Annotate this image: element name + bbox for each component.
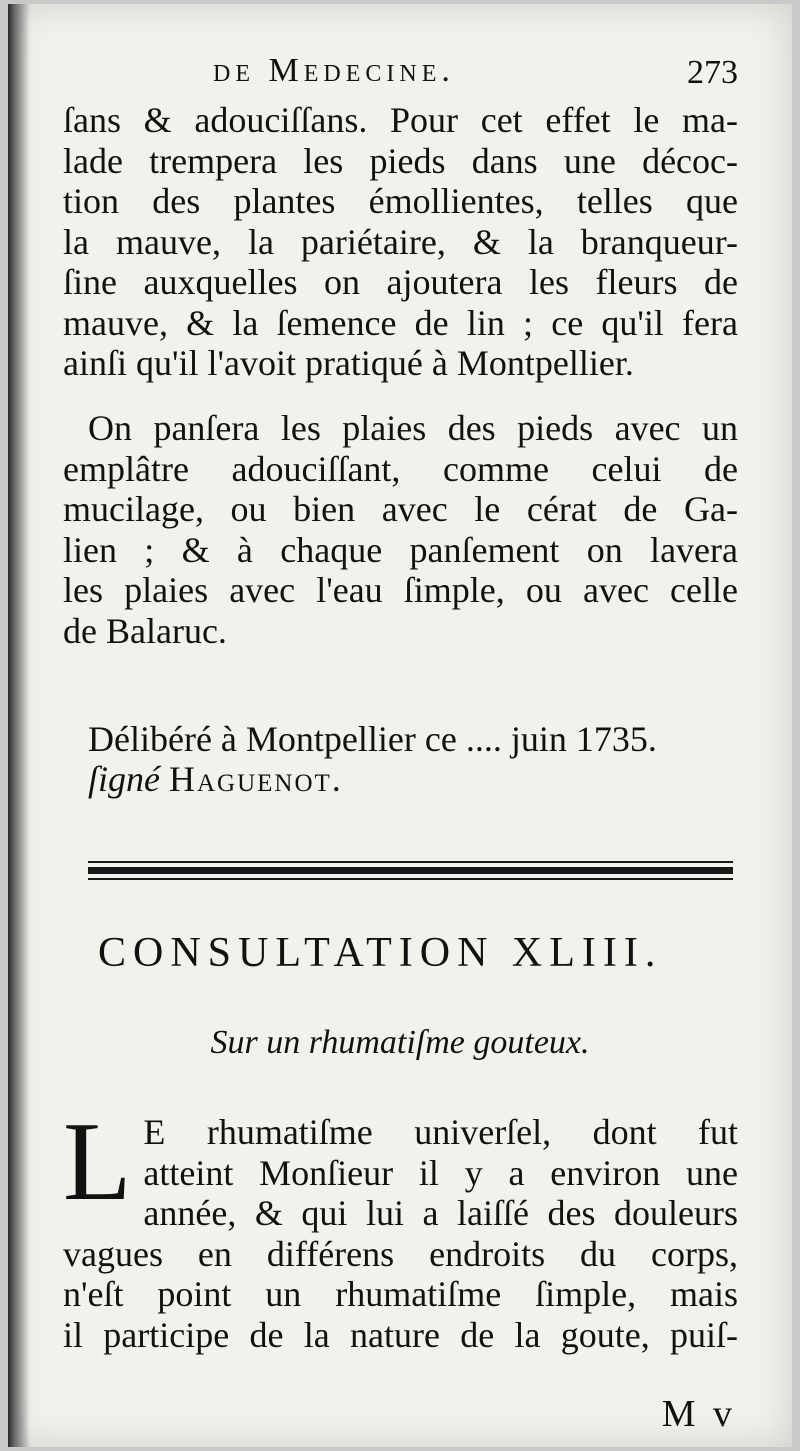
text-line: de Balaruc. <box>63 610 227 651</box>
paragraph-dressing <box>63 408 738 651</box>
text-line: vagues en différens endroits du corps, <box>63 1233 738 1274</box>
book-page <box>8 4 792 1447</box>
text-line: n'eſt point un rhumatiſme ſimple, mais <box>63 1274 738 1314</box>
running-head: de Medecine. <box>213 52 455 89</box>
paragraph-continuation <box>63 100 738 384</box>
text-line: il participe de la nature de la goute, puiſ- <box>63 1314 738 1355</box>
consultation-title: CONSULTATION XLIII. <box>98 930 663 976</box>
text-line: lade trempera les pieds dans une décoc- <box>63 140 738 181</box>
text-line: tion des plantes émollientes, telles que <box>63 181 738 221</box>
section-divider-top <box>88 861 733 863</box>
text-line: ſans & adouciſſans. Pour cet effet le ma- <box>63 100 738 140</box>
text-line: les plaies avec l'eau ſimple, ou avec celle <box>63 570 738 610</box>
signed-word: ſigné <box>88 759 160 799</box>
text-line: la mauve, la pariétaire, & la branqueur- <box>63 221 738 262</box>
text-line: emplâtre adouciſſant, comme celui de <box>63 448 738 489</box>
consultation-body <box>63 1100 738 1355</box>
section-divider-thin <box>88 878 733 880</box>
consultation-subtitle: Sur un rhumatiſme gouteux. <box>210 1024 590 1061</box>
text-line: ſine auxquelles on ajoutera les fleurs de <box>63 262 738 302</box>
drop-cap: L <box>63 1100 132 1224</box>
text-line: lien ; & à chaque panſement on lavera <box>63 529 738 570</box>
text-line: mauve, & la ſemence de lin ; ce qu'il fera <box>63 302 738 343</box>
page-header <box>8 52 792 102</box>
catchword-signature: M v <box>661 1393 736 1435</box>
text-line: On panſera les plaies des pieds avec un <box>88 408 738 448</box>
text-line: atteint Monſieur il y a environ une <box>143 1152 738 1193</box>
signoff-block <box>88 719 748 799</box>
page-gutter-shadow <box>8 4 30 1447</box>
page-number: 273 <box>687 54 738 91</box>
signer-name: Haguenot. <box>168 759 343 799</box>
text-line: ainſi qu'il l'avoit pratiqué à Montpellier. <box>63 343 634 383</box>
signature-line <box>88 759 748 799</box>
text-line: mucilage, ou bien avec le cérat de Ga- <box>63 489 738 529</box>
text-line: E rhumatiſme univerſel, dont fut <box>143 1112 738 1152</box>
section-divider-thick <box>88 867 733 874</box>
text-line: année, & qui lui a laiſſé des douleurs <box>143 1193 738 1233</box>
deliberation-date-line: Délibéré à Montpellier ce .... juin 1735. <box>88 719 657 759</box>
